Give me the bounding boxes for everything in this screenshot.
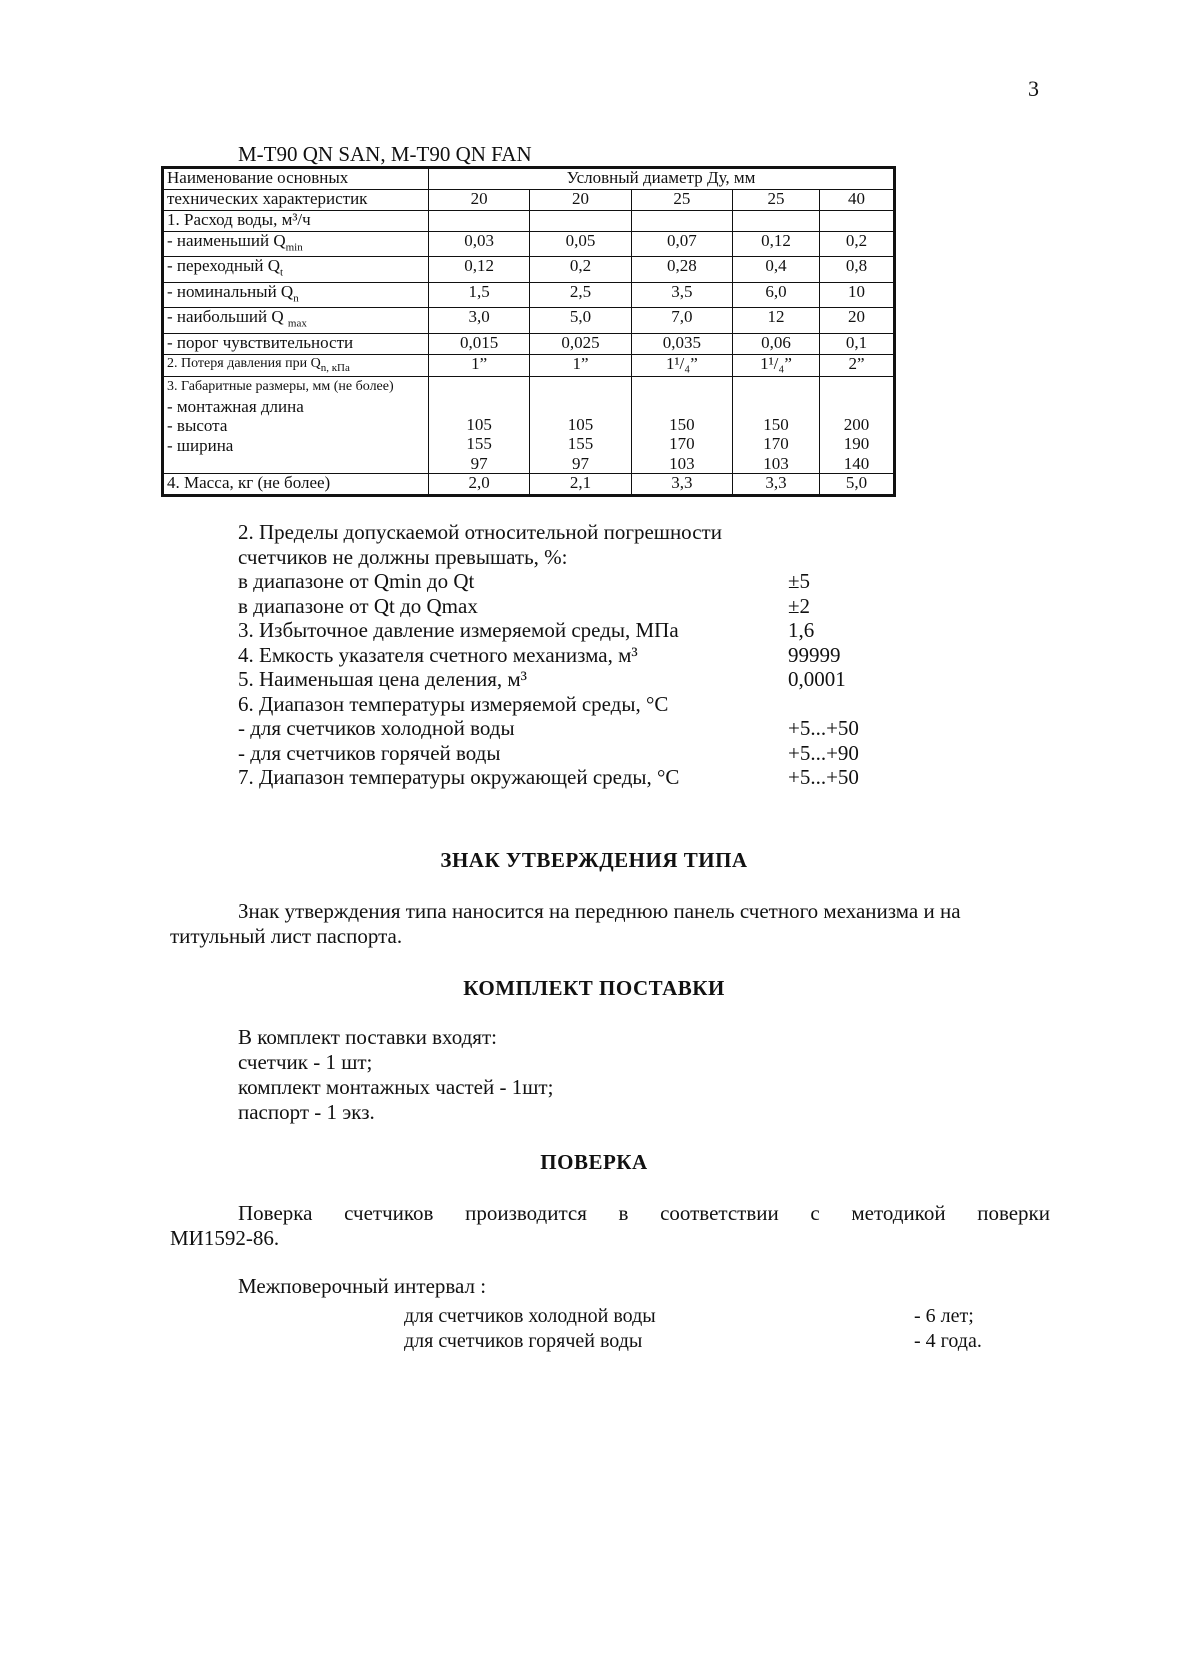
row-value: 0,06 <box>733 333 820 354</box>
row-value: 0,8 <box>819 257 894 282</box>
dims-item-label: - ширина <box>167 435 234 455</box>
delivery-item: паспорт - 1 экз. <box>238 1100 375 1124</box>
row-value: 0,015 <box>429 333 530 354</box>
row-label <box>163 333 429 354</box>
verification-text-2: МИ1592-86. <box>170 1226 280 1250</box>
mass-value: 2,0 <box>429 474 530 496</box>
diameter-cell: 25 <box>733 190 820 211</box>
spec-value <box>788 520 898 545</box>
header-span-cell: Условный диаметр Ду, мм <box>429 168 895 190</box>
header-left-line1: Наименование основных <box>167 168 349 187</box>
flow-label: 1. Расход воды, м³/ч <box>163 211 429 232</box>
table-row <box>163 282 895 307</box>
spec-row <box>238 545 898 570</box>
dims-value: 170 <box>669 434 695 454</box>
spec-row <box>238 569 898 594</box>
dims-value: 150 <box>763 414 789 434</box>
delivery-item: счетчик - 1 шт; <box>238 1050 373 1074</box>
row-value: 3,0 <box>429 308 530 333</box>
row-value: 0,025 <box>530 333 631 354</box>
approval-text-2: титульный лист паспорта. <box>170 924 403 948</box>
row-label <box>163 257 429 282</box>
row-value: 6,0 <box>733 282 820 307</box>
dims-label-cell <box>163 377 429 474</box>
spec-row <box>238 618 898 643</box>
row-value: 1,5 <box>429 282 530 307</box>
dims-value: 97 <box>470 453 488 473</box>
spec-text: - для счетчиков холодной воды <box>238 716 515 740</box>
spec-row <box>238 594 898 619</box>
row-value: 2” <box>819 354 894 377</box>
spec-value: 1,6 <box>788 618 815 642</box>
dims-value: 97 <box>572 453 590 473</box>
spec-value: ±5 <box>788 569 811 593</box>
spec-text: - для счетчиков горячей воды <box>238 740 501 765</box>
page-number: 3 <box>1028 76 1039 101</box>
spec-row <box>238 692 898 717</box>
dims-col <box>530 377 631 474</box>
delivery-item: комплект монтажных частей - 1шт; <box>238 1075 554 1099</box>
row-value: 20 <box>819 308 894 333</box>
interval-cold: для счетчиков холодной воды <box>404 1305 656 1327</box>
verification-heading: ПОВЕРКА <box>540 1150 648 1174</box>
dims-value: 170 <box>763 434 789 454</box>
delivery-list <box>238 1025 553 1125</box>
row-value: 0,05 <box>530 232 631 257</box>
flow-rows <box>163 232 895 377</box>
dims-value: 105 <box>567 414 594 434</box>
diameter-cell: 20 <box>429 190 530 211</box>
spec-row <box>238 643 898 668</box>
mass-label: 4. Масса, кг (не более) <box>163 474 429 496</box>
row-label-subscript: max <box>287 317 307 330</box>
spec-value: +5...+50 <box>788 765 859 789</box>
row-value: 1¹/₄” <box>631 354 732 377</box>
row-label-subscript: n, кПа <box>320 361 350 374</box>
row-value: 0,12 <box>429 257 530 282</box>
approval-text-1: Знак утверждения типа наносится на переднюю панель счетного механизма и на <box>238 899 961 923</box>
row-value: 0,12 <box>733 232 820 257</box>
row-label-subscript: n <box>293 292 299 305</box>
interval-title: Межповерочный интервал : <box>238 1274 487 1298</box>
table-row <box>163 257 895 282</box>
row-label-text: 2. Потеря давления при Q <box>167 355 321 371</box>
row-value: 10 <box>819 282 894 307</box>
interval-hot: для счетчиков горячей воды <box>404 1330 643 1352</box>
dims-label: 3. Габаритные размеры, мм (не более) <box>167 379 394 395</box>
table-subheader-row <box>163 190 895 211</box>
spec-value <box>788 545 898 570</box>
row-label-text: - порог чувствительности <box>167 332 354 352</box>
row-label <box>163 282 429 307</box>
row-value: 12 <box>733 308 820 333</box>
dims-value: 155 <box>567 434 594 454</box>
row-value: 3,5 <box>631 282 732 307</box>
row-value: 1” <box>429 354 530 377</box>
dims-item-label: - монтажная длина <box>167 396 304 416</box>
row-label-text: - наибольший Q <box>167 307 288 327</box>
dims-value: 105 <box>466 414 492 434</box>
row-value: 0,07 <box>631 232 732 257</box>
delivery-item: В комплект поставки входят: <box>238 1025 497 1049</box>
dims-value: 140 <box>843 453 870 473</box>
row-value: 0,2 <box>819 232 894 257</box>
spec-row <box>238 765 898 790</box>
approval-heading: ЗНАК УТВЕРЖДЕНИЯ ТИПА <box>440 848 748 872</box>
spec-row <box>238 716 898 741</box>
row-value: 0,2 <box>530 257 631 282</box>
row-label-text: - наименьший Q <box>167 231 286 250</box>
spec-value: +5...+90 <box>788 740 859 765</box>
row-label <box>163 308 429 333</box>
mass-row <box>163 474 895 496</box>
spec-value <box>788 692 898 717</box>
delivery-heading: КОМПЛЕКТ ПОСТАВКИ <box>463 976 725 1000</box>
dims-value: 190 <box>843 434 870 454</box>
row-label-subscript: min <box>285 241 303 254</box>
row-value: 5,0 <box>530 308 631 333</box>
row-value: 0,28 <box>631 257 732 282</box>
spec-text: 4. Емкость указателя счетного механизма, м³ <box>238 642 638 667</box>
row-value: 7,0 <box>631 308 732 333</box>
spec-text: 6. Диапазон температуры измеряемой среды, °С <box>238 691 669 716</box>
row-value: 0,035 <box>631 333 732 354</box>
dims-value: 103 <box>669 453 695 473</box>
spec-value: ±2 <box>788 593 811 618</box>
row-value: 0,4 <box>733 257 820 282</box>
row-label-text: - переходный Q <box>167 256 281 276</box>
spec-row <box>238 741 898 766</box>
dims-value: 155 <box>466 434 492 454</box>
row-value: 1” <box>530 354 631 377</box>
diameter-cell: 40 <box>819 190 894 211</box>
row-value: 0,03 <box>429 232 530 257</box>
table-row <box>163 333 895 354</box>
spec-text: 2. Пределы допускаемой относительной погрешности <box>238 520 722 544</box>
diameter-cell: 25 <box>631 190 732 211</box>
spec-text: счетчиков не должны превышать, %: <box>238 544 568 569</box>
flow-heading-row <box>163 211 895 232</box>
specifications-table <box>161 166 896 497</box>
mass-value: 2,1 <box>530 474 631 496</box>
dims-value: 150 <box>669 414 695 434</box>
interval-cold-value: - 6 лет; <box>914 1305 974 1327</box>
spec-text: в диапазоне от Qmin до Qt <box>238 569 475 593</box>
row-label-text: - номинальный Q <box>167 281 294 301</box>
row-value: 0,1 <box>819 333 894 354</box>
row-value: 1¹/₄” <box>733 354 820 377</box>
header-left-line2: технических характеристик <box>163 190 429 211</box>
spec-value: +5...+50 <box>788 716 859 740</box>
spec-value: 99999 <box>788 642 841 667</box>
dims-value: 200 <box>843 414 870 434</box>
row-label-subscript: t <box>280 266 284 279</box>
row-label <box>163 232 429 257</box>
interval-hot-value: - 4 года. <box>914 1330 982 1352</box>
table-row <box>163 354 895 377</box>
dims-value: 103 <box>763 453 789 473</box>
table-title: M-T90 QN SAN, M-T90 QN FAN <box>238 142 532 166</box>
spec-row <box>238 520 898 545</box>
dims-item-label: - высота <box>167 416 228 436</box>
mass-value: 3,3 <box>733 474 820 496</box>
specifications-list <box>238 520 898 790</box>
table-header-row <box>163 168 895 190</box>
dims-col <box>819 377 894 474</box>
dims-row <box>163 377 895 474</box>
dims-col <box>631 377 732 474</box>
diameter-cell: 20 <box>530 190 631 211</box>
row-label <box>163 354 429 377</box>
spec-text: в диапазоне от Qt до Qmax <box>238 593 478 618</box>
row-value: 2,5 <box>530 282 631 307</box>
verification-text-1: Поверка счетчиков производится в соответствии с методикой поверки <box>238 1201 1050 1225</box>
header-left-cell <box>163 168 429 190</box>
spec-text: 3. Избыточное давление измеряемой среды, МПа <box>238 618 679 642</box>
dims-col <box>429 377 530 474</box>
spec-text: 7. Диапазон температуры окружающей среды, °С <box>238 765 680 789</box>
spec-value: 0,0001 <box>788 667 846 691</box>
spec-row <box>238 667 898 692</box>
table-row <box>163 232 895 257</box>
table-row <box>163 308 895 333</box>
mass-value: 3,3 <box>631 474 732 496</box>
dims-col <box>733 377 820 474</box>
mass-value: 5,0 <box>819 474 894 496</box>
spec-text: 5. Наименьшая цена деления, м³ <box>238 667 527 691</box>
